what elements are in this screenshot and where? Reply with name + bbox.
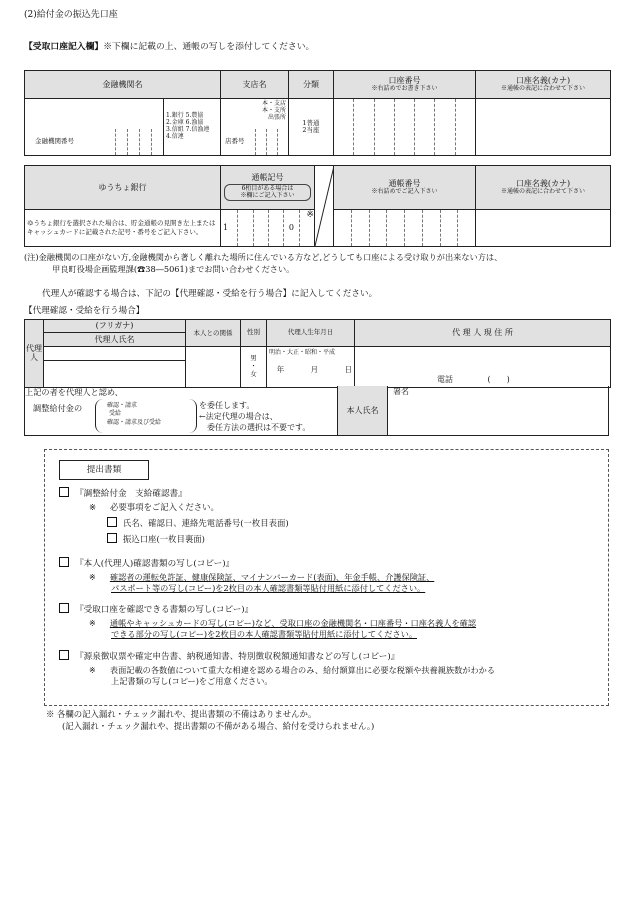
gender-header: 性別 — [241, 320, 267, 347]
yucho-note: ゆうちょ銀行を選択された場合は、貯金通帳の見開き左上またはキャッシュカードに記載された記号・番号をご記入下さい。 — [25, 210, 221, 247]
document-note: 確認者の運転免許証、健康保険証、マイナンバーカード(表面)、年金手帳、介護保険証、 — [109, 572, 435, 582]
delegation-options[interactable] — [107, 402, 161, 427]
passbook-symbol-note2: ※欄にご記入下さい — [240, 191, 295, 199]
checkbox-icon[interactable] — [59, 487, 69, 497]
checkbox-icon[interactable] — [59, 603, 69, 613]
account-type-option[interactable]: 1普通 — [302, 118, 320, 127]
proxy-intro: 代理人が確認する場合は、下記の【代理確認・受給を行う場合】に記入してください。 — [42, 289, 378, 299]
checkbox-icon[interactable] — [107, 533, 117, 543]
account-type-options[interactable] — [289, 99, 334, 156]
document-item-title: 『受取口座を確認できる書類の写し(コピー)』 — [75, 605, 254, 615]
symbol-asterisk: ※ — [299, 210, 314, 246]
proxy-table — [24, 319, 611, 388]
symbol-last-digit: 0 — [283, 210, 298, 246]
branch-type-option[interactable]: 出張所 — [267, 113, 286, 121]
delegation-option[interactable]: 確認・請求及び受給 — [107, 418, 162, 426]
gender-separator: ・ — [250, 362, 257, 371]
birth-input[interactable] — [267, 347, 355, 388]
document-subitem-label: 氏名、確認日、連絡先電話番号(一枚目表面) — [123, 518, 289, 528]
branch-code-label: 店番号 — [225, 137, 245, 146]
delegate-text: を委任します。 — [199, 401, 255, 410]
section-instruction — [24, 42, 314, 53]
branch-code-row[interactable] — [221, 129, 289, 156]
document-note: 通帳やキャッシュカードの写し(コピー)など、受取口座の金融機関名・口座番号・口座名義人を確認 — [109, 618, 477, 628]
furigana-header: (フリガナ) — [44, 320, 186, 333]
proxy-caption: 【代理確認・受給を行う場合】 — [24, 306, 145, 316]
signature-label: 署名 — [393, 387, 409, 396]
document-item-3-note — [89, 618, 476, 628]
document-note: 表面記載の各数値について重大な相違を認める場合のみ、給付額算出に必要な税額や扶養親族数がわかる — [109, 665, 496, 675]
account-holder-input[interactable] — [476, 99, 611, 156]
document-item-title: 『調整給付金 支給確認書』 — [75, 489, 187, 499]
phone-area-code[interactable]: ( ) — [487, 375, 510, 384]
bank-account-table — [24, 70, 611, 156]
birth-day-unit: 日 — [344, 364, 352, 374]
bank-name-header: 金融機関名 — [25, 71, 221, 99]
self-name-label: 本人氏名 — [337, 386, 388, 435]
diagonal-line — [315, 166, 334, 246]
document-item-4 — [59, 650, 399, 663]
document-item-title: 『本人(代理人)確認書類の写し(コピー)』 — [75, 559, 235, 569]
account-holder-header — [476, 71, 611, 99]
account-holder-header-label: 口座名義(カナ) — [515, 76, 571, 86]
footer-line1: ※ 各欄の記入漏れ・チェック漏れや、提出書類の不備はありませんか。 — [46, 709, 317, 719]
account-number-header — [334, 71, 476, 99]
symbol-first-digit: 1 — [223, 223, 229, 232]
bank-type-option[interactable]: 2.金庫 6.漁協 — [166, 119, 204, 127]
bank-type-option[interactable]: 1.銀行 5.農協 — [166, 112, 204, 120]
branch-type-option[interactable]: 本・支所 — [261, 106, 286, 114]
birth-month-unit: 月 — [310, 364, 319, 374]
proxy-side-label: 代理人 — [25, 320, 44, 388]
passbook-symbol-label: 通帳記号 — [251, 172, 284, 182]
document-note: 必要事項をご記入ください。 — [110, 502, 219, 512]
yucho-diagonal-cell — [315, 166, 334, 247]
document-subitem — [107, 517, 289, 529]
document-subitem-label: 振込口座(一枚目裏面) — [123, 534, 205, 544]
passbook-number-label: 通帳番号 — [388, 179, 421, 189]
document-item-3 — [59, 603, 253, 616]
legal-note-2: 委任方法の選択は不要です。 — [207, 423, 311, 432]
account-type-option[interactable]: 2当座 — [302, 126, 320, 134]
account-number-header-note: ※右詰めでお書き下さい — [371, 85, 438, 93]
birth-header: 代理人生年月日 — [267, 320, 355, 347]
document-note: パスポート等の写し(コピー)を2枚目の本人確認書類等貼付用紙に添付してください。 — [111, 583, 426, 593]
phone-label: 電話 — [437, 375, 453, 384]
passbook-symbol-input[interactable] — [221, 210, 315, 247]
bank-type-option[interactable]: 4.信連 — [166, 132, 184, 140]
account-holder-header-note: ※通帳の表記に合わせて下さい — [500, 85, 585, 93]
branch-name-header: 支店名 — [221, 71, 289, 99]
signature-input[interactable] — [387, 386, 609, 435]
passbook-symbol-note1: 6桁目がある場合は — [241, 184, 294, 192]
document-item-4-note — [89, 665, 495, 675]
branch-type-options[interactable] — [221, 99, 289, 129]
document-item-1-note — [89, 502, 219, 513]
legal-note-1: ←法定代理の場合は、 — [199, 412, 278, 421]
account-type-header: 分類 — [289, 71, 334, 99]
document-item-1 — [59, 487, 187, 500]
yucho-bank-header: ゆうちょ銀行 — [25, 166, 221, 210]
bank-code-row[interactable] — [25, 129, 164, 156]
era-options[interactable]: 明治・大正・昭和・平成 — [269, 349, 336, 356]
document-note: 上記書類の写し(コピー)をご用意ください。 — [111, 676, 273, 686]
notice-line2: 甲良町役場企画監理課(☎38―5061)までお問い合わせください。 — [52, 264, 295, 274]
delegation-option[interactable]: 受給 — [109, 410, 122, 418]
branch-type-option[interactable]: 本・支店 — [261, 100, 286, 107]
bank-type-option[interactable]: 3.信組 7.信漁連 — [166, 126, 210, 133]
bank-name-input[interactable] — [25, 99, 164, 129]
documents-box — [44, 449, 609, 706]
note-mark: ※ — [89, 572, 96, 582]
relation-header: 本人との関係 — [186, 320, 241, 347]
document-item-2 — [59, 557, 234, 570]
notice-line1: (注)金融機関の口座がない方,金融機関から著しく離れた場所に住んでいる方など,どうしても口座による受け取りが出来ない方は、 — [24, 252, 503, 262]
section-title: (2)給付金の振込先口座 — [24, 10, 118, 20]
note-mark: ※ — [89, 618, 96, 628]
yucho-holder-input[interactable] — [476, 210, 611, 247]
yucho-holder-header — [476, 166, 611, 210]
yucho-holder-note: ※通帳の表記に合わせて下さい — [500, 188, 585, 196]
gender-male[interactable]: 男 — [250, 354, 257, 363]
documents-title: 提出書類 — [59, 460, 149, 480]
checkbox-icon[interactable] — [59, 557, 69, 567]
instruction-text: ※下欄に記載の上、通帳の写しを添付してください。 — [103, 42, 315, 52]
delegation-line: 上記の者を代理人と認め、 — [25, 387, 123, 397]
document-subitem — [107, 533, 205, 545]
delegation-subject: 調整給付金の — [33, 403, 83, 413]
address-header: 代 理 人 現 住 所 — [355, 320, 611, 347]
footer-line2: (記入漏れ・チェック漏れや、提出書類の不備がある場合、給付を受けられません。) — [62, 721, 375, 731]
document-note: できる部分の写し(コピー)を2枚目の本人確認書類等貼付用紙に添付してください。 — [111, 629, 418, 639]
instruction-bracket: 【受取口座記入欄】 — [24, 42, 104, 52]
account-number-input[interactable] — [334, 99, 476, 156]
bank-code-label: 金融機関番号 — [35, 137, 74, 146]
account-number-header-label: 口座番号 — [388, 76, 421, 86]
proxy-name-header: 代理人氏名 — [44, 333, 186, 347]
furigana-input[interactable] — [44, 347, 186, 361]
passbook-number-header — [334, 166, 476, 210]
yucho-holder-label: 口座名義(カナ) — [515, 179, 571, 189]
delegation-option[interactable]: 確認・請求 — [107, 402, 138, 409]
yucho-table — [24, 165, 611, 247]
gender-female[interactable]: 女 — [250, 369, 257, 378]
proxy-name-input[interactable] — [44, 361, 186, 388]
delegation-box — [24, 386, 609, 436]
passbook-number-note: ※右詰めでご記入下さい — [371, 188, 438, 196]
checkbox-icon[interactable] — [59, 650, 69, 660]
bank-type-options[interactable] — [164, 99, 221, 156]
relation-input[interactable] — [186, 347, 241, 388]
address-input[interactable] — [355, 347, 611, 388]
passbook-symbol-header — [221, 166, 315, 210]
checkbox-icon[interactable] — [107, 517, 117, 527]
birth-year-unit: 年 — [276, 364, 285, 374]
gender-options[interactable] — [241, 347, 267, 388]
document-item-title: 『源泉徴収票や確定申告書、納税通知書、特別徴収税額通知書などの写し(コピー)』 — [75, 652, 400, 662]
note-mark: ※ — [89, 502, 97, 512]
document-item-2-note — [89, 572, 434, 582]
note-mark: ※ — [89, 665, 96, 675]
passbook-number-input[interactable] — [334, 210, 476, 247]
